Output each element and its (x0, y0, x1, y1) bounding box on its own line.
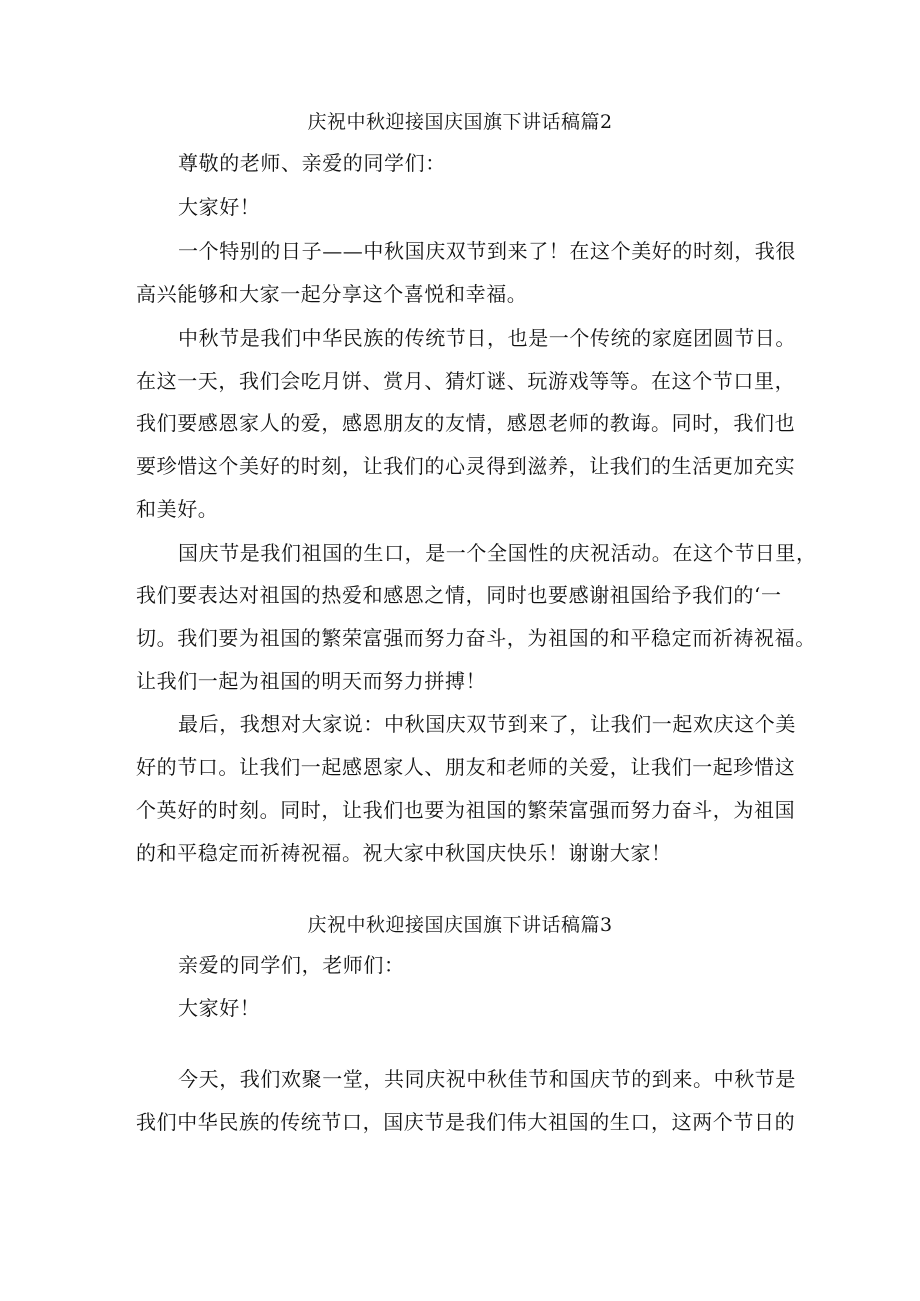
section2-p4-line: 最后，我想对大家说：中秋国庆双节到来了，让我们一起欢庆这个美 (178, 712, 796, 736)
section2-p3-line: 让我们一起为祖国的明天而努力拼搏！ (136, 669, 487, 693)
section2-p1-line: 一个特别的日子——中秋国庆双节到来了！在这个美好的时刻，我很 (178, 239, 796, 263)
section3-hello: 大家好！ (178, 996, 261, 1020)
section2-title: 庆祝中秋迎接国庆国旗下讲话稿篇2 (307, 111, 613, 133)
section2-hello: 大家好！ (178, 195, 261, 219)
section2-p1-line: 高兴能够和大家一起分享这个喜悦和幸福。 (136, 282, 528, 306)
section2-p2-line: 要珍惜这个美好的时刻，让我们的心灵得到滋养，让我们的生活更加充实 (136, 454, 796, 478)
section3-p1-line: 今天，我们欢聚一堂，共同庆祝中秋佳节和国庆节的到来。中秋节是 (178, 1067, 796, 1091)
section3-greeting: 亲爱的同学们，老师们： (178, 953, 405, 977)
section2-p2-line: 中秋节是我们中华民族的传统节日，也是一个传统的家庭团圆节日。 (178, 326, 796, 350)
section2-greeting: 尊敬的老师、亲爱的同学们： (178, 151, 446, 175)
section2-p3-line: 我们要表达对祖国的热爱和感恩之情，同时也要感谢祖国给予我们的‘一 (136, 583, 782, 607)
section3-title: 庆祝中秋迎接国庆国旗下讲话稿篇3 (307, 914, 613, 936)
section2-p2-line: 和美好。 (136, 497, 219, 521)
section2-p4-line: 好的节口。让我们一起感恩家人、朋友和老师的关爱，让我们一起珍惜这 (136, 755, 796, 779)
section3-p1-line: 我们中华民族的传统节口，国庆节是我们伟大祖国的生口，这两个节日的 (136, 1110, 796, 1134)
section2-p4-line: 的和平稳定而祈祷祝福。祝大家中秋国庆快乐！谢谢大家！ (136, 841, 672, 865)
section2-p3-line: 国庆节是我们祖国的生口，是一个全国性的庆祝活动。在这个节日里， (178, 541, 817, 565)
section2-p4-line: 个英好的时刻。同时，让我们也要为祖国的繁荣富强而努力奋斗，为祖国 (136, 798, 796, 822)
section2-p2-line: 在这一天，我们会吃月饼、赏月、猜灯谜、玩游戏等等。在这个节口里， (136, 369, 796, 393)
section2-p2-line: 我们要感恩家人的爱，感恩朋友的友情，感恩老师的教诲。同时，我们也 (136, 411, 796, 435)
section2-p3-line: 切。我们要为祖国的繁荣富强而努力奋斗，为祖国的和平稳定而祈祷祝福。 (136, 626, 816, 650)
